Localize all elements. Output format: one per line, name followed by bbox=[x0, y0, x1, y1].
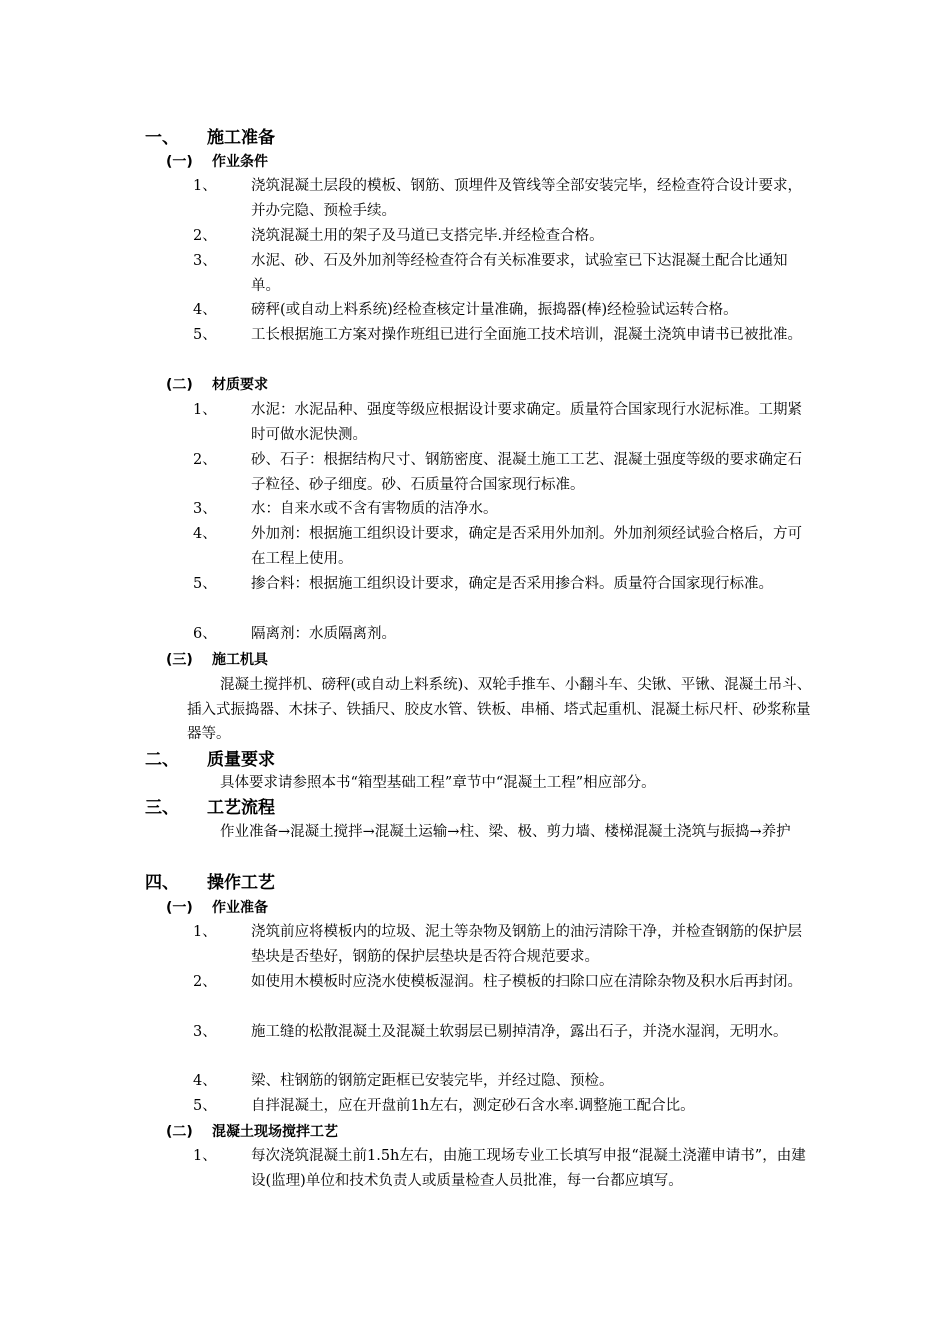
subsection-heading bbox=[166, 153, 268, 171]
list-item bbox=[193, 224, 813, 249]
item-text: 如使用木模板时应浇水使模板湿润。柱子模板的扫除口应在清除杂物及积水后再封闭。 bbox=[251, 974, 802, 990]
subsection-heading bbox=[166, 1123, 338, 1141]
item-number: 1、 bbox=[193, 402, 217, 418]
list-item bbox=[193, 1144, 813, 1193]
section-heading bbox=[145, 873, 275, 893]
list-item bbox=[193, 920, 813, 969]
list-item bbox=[193, 497, 813, 522]
item-text: 隔离剂：水质隔离剂。 bbox=[251, 626, 396, 642]
item-number: 3、 bbox=[193, 253, 217, 269]
item-text: 砂、石子：根据结构尺寸、钢筋密度、混凝土施工工艺、混凝土强度等级的要求确定石子粒径、砂子细度。砂、石质量符合国家现行标准。 bbox=[251, 452, 802, 493]
list-item bbox=[193, 298, 813, 323]
item-number: 5、 bbox=[193, 576, 217, 592]
item-text: 磅秤(或自动上料系统)经检查核定计量准确，振捣器(棒)经检验试运转合格。 bbox=[251, 302, 738, 318]
subsection-number: (二) bbox=[166, 377, 193, 393]
item-number: 6、 bbox=[193, 626, 217, 642]
subsection-heading bbox=[166, 651, 268, 669]
subsection-heading bbox=[166, 376, 268, 394]
item-number: 2、 bbox=[193, 228, 217, 244]
item-text: 施工缝的松散混凝土及混凝土软弱层已剔掉清净，露出石子，并浇水湿润，无明水。 bbox=[251, 1024, 788, 1040]
item-text: 浇筑混凝土层段的模板、钢筋、顶埋件及管线等全部安装完毕，经检查符合设计要求，并办完隐、预检手续。 bbox=[251, 178, 802, 219]
item-text: 水泥：水泥品种、强度等级应根据设计要求确定。质量符合国家现行水泥标准。工期紧时可做水泥快测。 bbox=[251, 402, 802, 443]
section-title: 操作工艺 bbox=[207, 873, 275, 893]
item-number: 4、 bbox=[193, 1073, 217, 1089]
item-number: 1、 bbox=[193, 1148, 217, 1164]
section-number: 二、 bbox=[145, 750, 179, 770]
item-text: 掺合料：根据施工组织设计要求，确定是否采用掺合料。质量符合国家现行标准。 bbox=[251, 576, 773, 592]
subsection-number: (三) bbox=[166, 652, 193, 668]
list-item bbox=[193, 1020, 813, 1045]
item-number: 1、 bbox=[193, 924, 217, 940]
item-number: 4、 bbox=[193, 526, 217, 542]
subsection-title: 混凝土现场搅拌工艺 bbox=[212, 1124, 338, 1140]
item-text: 浇筑混凝土用的架子及马道已支搭完毕.并经检查合格。 bbox=[251, 228, 604, 244]
item-number: 2、 bbox=[193, 452, 217, 468]
section-number: 一、 bbox=[145, 128, 179, 148]
item-number: 4、 bbox=[193, 302, 217, 318]
item-number: 1、 bbox=[193, 178, 217, 194]
item-text: 水：自来水或不含有害物质的洁净水。 bbox=[251, 501, 498, 517]
item-text: 浇筑前应将模板内的垃圾、泥土等杂物及钢筋上的油污清除干净，并检查钢筋的保护层垫块是否垫好，钢筋的保护层垫块是否符合规范要求。 bbox=[251, 924, 802, 965]
list-item bbox=[193, 1094, 813, 1119]
item-number: 5、 bbox=[193, 1098, 217, 1114]
item-text: 水泥、砂、石及外加剂等经检查符合有关标准要求，试验室已下达混凝土配合比通知单。 bbox=[251, 253, 788, 294]
subsection-heading bbox=[166, 899, 268, 917]
section-title: 施工准备 bbox=[207, 128, 275, 148]
list-item bbox=[193, 1069, 813, 1094]
subsection-title: 作业准备 bbox=[212, 900, 268, 916]
list-item bbox=[193, 622, 813, 647]
subsection-title: 施工机具 bbox=[212, 652, 268, 668]
list-item bbox=[193, 522, 813, 571]
item-text: 外加剂：根据施工组织设计要求，确定是否采用外加剂。外加剂须经试验合格后，方可在工程上使用。 bbox=[251, 526, 802, 567]
paragraph: 作业准备→混凝土搅拌→混凝土运输→柱、梁、极、剪力墙、楼梯混凝土浇筑与振捣→养护 bbox=[220, 824, 791, 840]
item-text: 梁、柱钢筋的钢筋定距框已安装完毕，并经过隐、预检。 bbox=[251, 1073, 614, 1089]
subsection-number: (一) bbox=[166, 900, 193, 916]
subsection-title: 材质要求 bbox=[212, 377, 268, 393]
subsection-number: (一) bbox=[166, 154, 193, 170]
list-item bbox=[193, 249, 813, 298]
section-number: 四、 bbox=[145, 873, 179, 893]
section-title: 工艺流程 bbox=[207, 798, 275, 818]
list-item bbox=[193, 970, 813, 995]
item-text: 自拌混凝土，应在开盘前1h左右，测定砂石含水率.调整施工配合比。 bbox=[251, 1098, 695, 1114]
item-number: 5、 bbox=[193, 327, 217, 343]
list-item bbox=[193, 323, 813, 348]
section-number: 三、 bbox=[145, 798, 179, 818]
item-number: 3、 bbox=[193, 1024, 217, 1040]
list-item bbox=[193, 398, 813, 447]
list-item bbox=[193, 572, 813, 597]
section-heading bbox=[145, 798, 275, 818]
section-title: 质量要求 bbox=[207, 750, 275, 770]
list-item bbox=[193, 448, 813, 497]
item-number: 2、 bbox=[193, 974, 217, 990]
subsection-number: (二) bbox=[166, 1124, 193, 1140]
paragraph: 具体要求请参照本书“箱型基础工程”章节中“混凝土工程”相应部分。 bbox=[220, 775, 656, 791]
paragraph: 混凝土搅拌机、磅秤(或自动上料系统)、双轮手推车、小翻斗车、尖锹、平锹、混凝土吊斗、插入式振捣器、木抹子、铁插尺、胶皮水管、铁板、串桶、塔式起重机、混凝土标尺杆、砂浆称量器等。 bbox=[187, 677, 812, 742]
subsection-title: 作业条件 bbox=[212, 154, 268, 170]
item-text: 工长根据施工方案对操作班组已进行全面施工技术培训，混凝土浇筑申请书已被批准。 bbox=[251, 327, 802, 343]
item-text: 每次浇筑混凝土前1.5h左右，由施工现场专业工长填写申报“混凝土浇灌申请书”，由建设(监理)单位和技术负责人或质量检查人员批准，每一台都应填写。 bbox=[251, 1148, 806, 1189]
item-number: 3、 bbox=[193, 501, 217, 517]
section-heading bbox=[145, 128, 275, 148]
list-item bbox=[193, 174, 813, 223]
section-heading bbox=[145, 750, 275, 770]
